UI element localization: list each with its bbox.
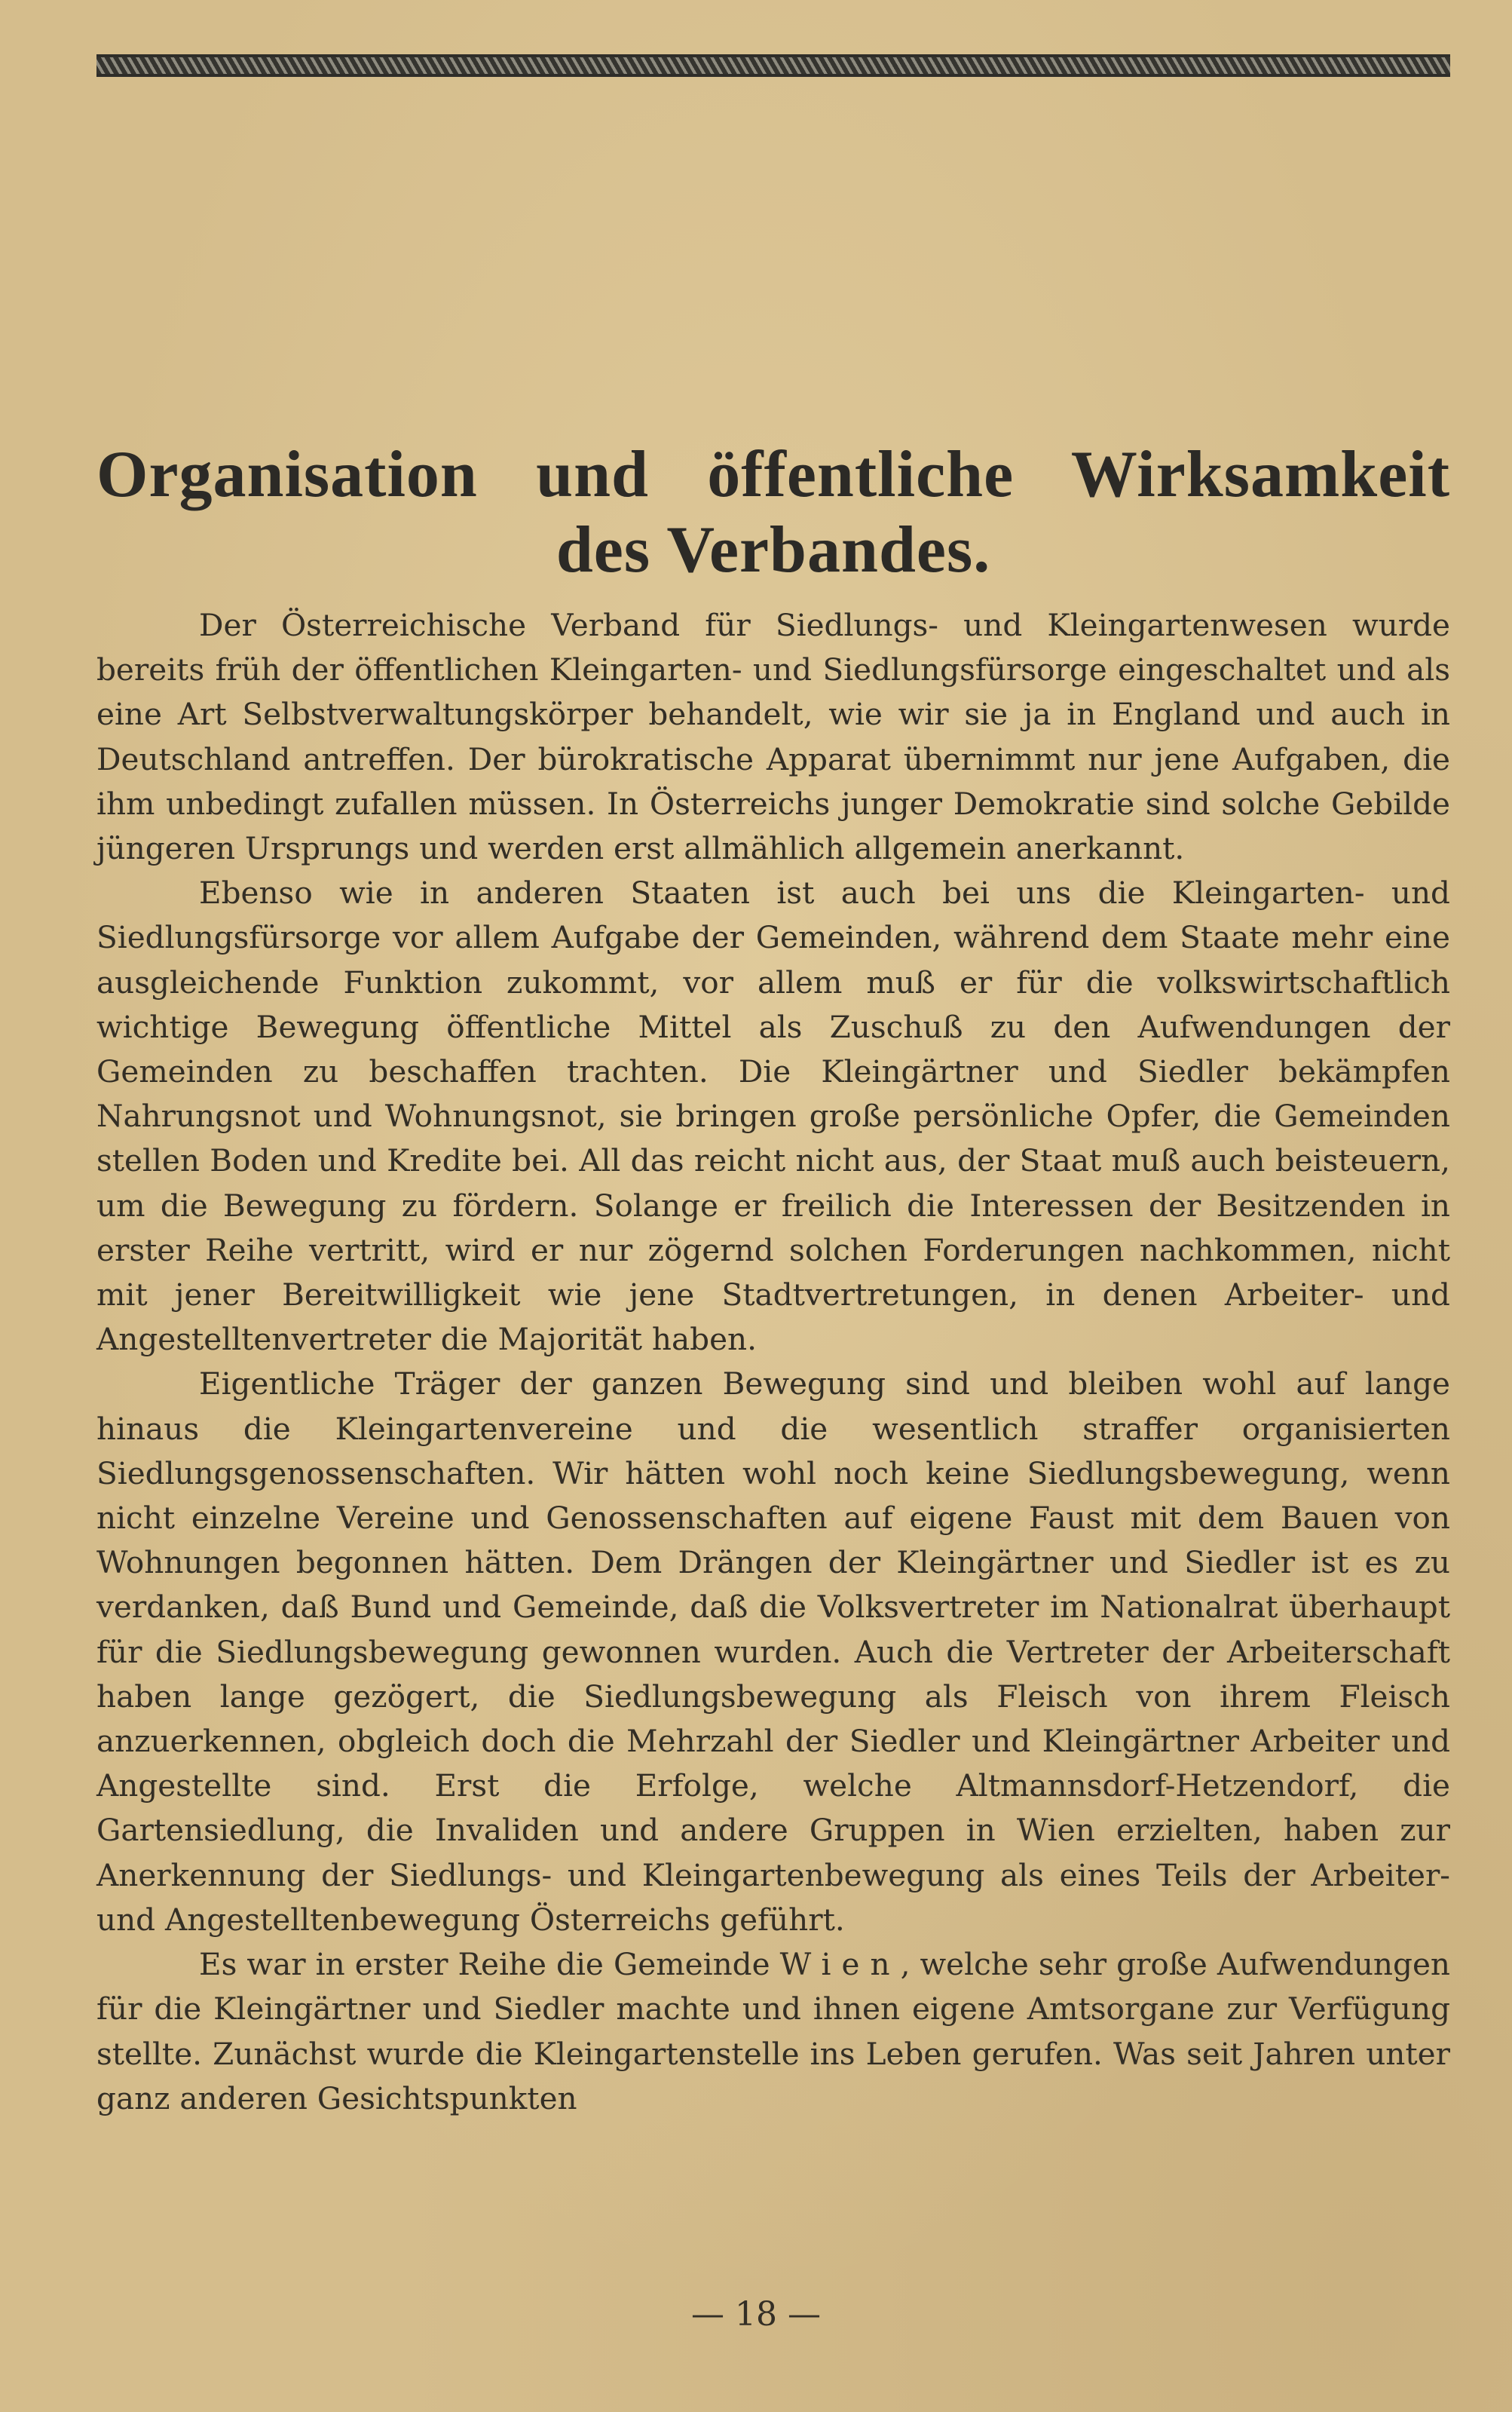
- title-line-2: des Verbandes.: [556, 513, 991, 587]
- emphasized-word: Wien: [779, 1946, 901, 1983]
- body-text: [96, 603, 1450, 2121]
- page-number: — 18 —: [691, 2295, 821, 2334]
- paragraph-1: Der Österreichische Verband für Siedlungs- und Kleingartenwesen wurde bereits früh der öffentlichen Kleingarten- und Siedlungsfürsorge eingeschaltet und als eine Art Selbstverwaltungskörper behandelt, wie wir sie ja in England und auch in Deutschland antreffen. Der bürokratische Apparat übernimmt nur jene Aufgaben, die ihm unbedingt zufallen müssen. In Österreichs junger Demokratie sind solche Gebilde jüngeren Ursprungs und werden erst allmählich allgemein anerkannt.: [96, 607, 1450, 867]
- paragraph-3: Eigentliche Träger der ganzen Bewegung sind und bleiben wohl auf lange hinaus die Kleingartenvereine und die wesentlich straffer organisierten Siedlungsgenossenschaften. Wir hätten wohl noch keine Siedlungsbewegung, wenn nicht einzelne Vereine und Genossenschaften auf eigene Faust mit dem Bauen von Wohnungen begonnen hätten. Dem Drängen der Kleingärtner und Siedler ist es zu verdanken, daß Bund und Gemeinde, daß die Volksvertreter im Nationalrat überhaupt für die Siedlungsbewegung gewonnen wurden. Auch die Vertreter der Arbeiterschaft haben lange gezögert, die Siedlungsbewegung als Fleisch von ihrem Fleisch anzuerkennen, obgleich doch die Mehrzahl der Siedler und Kleingärtner Arbeiter und Angestellte sind. Erst die Erfolge, welche Altmannsdorf-Hetzendorf, die Gartensiedlung, die Invaliden und andere Gruppen in Wien erzielten, haben zur Anerkennung der Siedlungs- und Kleingartenbewegung als eines Teils der Arbeiter- und Angestelltenbewegung Österreichs geführt.: [96, 1365, 1450, 1938]
- paragraph-4-rest: , welche sehr große Aufwendungen für die Kleingärtner und Siedler machte und ihnen eigene Amtsorgane zur Verfügung stellte. Zunächst wurde die Kleingartenstelle ins Leben gerufen. Was seit Jahren unter ganz anderen Gesichtspunkten: [96, 1946, 1450, 2116]
- page-title: [96, 437, 1450, 588]
- paragraph-4: [96, 1942, 1450, 2121]
- paragraph-4-start: Es war in erster Reihe die Gemeinde: [199, 1946, 780, 1983]
- decorative-header-rule: [96, 54, 1450, 77]
- paragraph-2: Ebenso wie in anderen Staaten ist auch bei uns die Kleingarten- und Siedlungsfürsorge vor allem Aufgabe der Gemeinden, während dem Staate mehr eine ausgleichende Funktion zukommt, vor allem muß er für die volkswirtschaftlich wichtige Bewegung öffentliche Mittel als Zuschuß zu den Aufwendungen der Gemeinden zu beschaffen trachten. Die Kleingärtner und Siedler bekämpfen Nahrungsnot und Wohnungsnot, sie bringen große persönliche Opfer, die Gemeinden stellen Boden und Kredite bei. All das reicht nicht aus, der Staat muß auch beisteuern, um die Bewegung zu fördern. Solange er freilich die Interessen der Besitzenden in erster Reihe vertritt, wird er nur zögernd solchen Forderungen nachkommen, nicht mit jener Bereitwilligkeit wie jene Stadtvertretungen, in denen Arbeiter- und Angestelltenvertreter die Majorität haben.: [96, 875, 1450, 1358]
- title-line-1: Organisation und öffentliche Wirksamkeit: [96, 438, 1450, 511]
